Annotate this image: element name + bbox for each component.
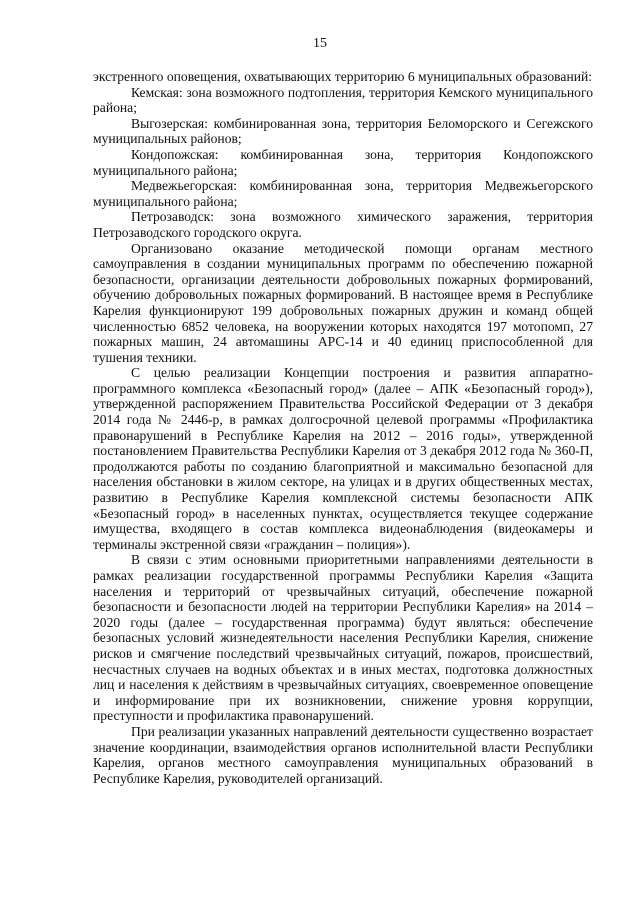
paragraph-safe-city: С целью реализации Концепции построения и развития аппаратно-программного комплекса «Безопасный город» (далее – АПК «Безопасный город»), утвержденной распоряжением Правительства Российской Федерации от 3 декабря 2014 года № 2446-р, в рамках долгосрочной целевой программы «Профилактика правонарушений в Республике Карелия на 2012 – 2016 годы», утвержденной постановлением Правительства Республики Карелия от 3 декабря 2012 года № 360-П, продолжаются работы по созданию благоприятной и максимально безопасной для населения обстановки в жилом секторе, на улицах и в других общественных местах, развитию в Республике Карелия комплексной системы безопасности АПК «Безопасный город» в населенных пунктах, осуществляется текущее содержание имущества, входящего в состав комплекса видеонаблюдения (видеокамеры и терминалы экстренной связи «гражданин – полиция»). — [93, 365, 593, 552]
paragraph-intro-continuation: экстренного оповещения, охватывающих территорию 6 муниципальных образований: — [93, 69, 593, 84]
body-text — [93, 69, 593, 786]
paragraph-medvezhyegorskaya: Медвежьегорская: комбинированная зона, территория Медвежьегорского муниципального района; — [93, 178, 593, 209]
paragraph-priorities: В связи с этим основными приоритетными направлениями деятельности в рамках реализации государственной программы Республики Карелия «Защита населения и территорий от чрезвычайных ситуаций, обеспечение пожарной безопасности и безопасности людей на территории Республики Карелия» на 2014 – 2020 годы (далее – государственная программа) будут являться: обеспечение безопасных условий жизнедеятельности населения Республики Карелия, снижение рисков и смягчение последствий чрезвычайных ситуаций, пожаров, происшествий, несчастных случаев на водных объектах и в иных местах, подготовка должностных лиц и населения к действиям в чрезвычайных ситуациях, своевременное оповещение и информирование при их возникновении, снижение уровня коррупции, преступности и профилактика правонарушений. — [93, 552, 593, 724]
page-number: 15 — [313, 36, 327, 51]
paragraph-petrozavodsk: Петрозаводск: зона возможного химического заражения, территория Петрозаводского городского округа. — [93, 209, 593, 240]
paragraph-vygozerskaya: Выгозерская: комбинированная зона, территория Беломорского и Сегежского муниципальных районов; — [93, 115, 593, 147]
paragraph-methodical-help: Организовано оказание методической помощи органам местного самоуправления в создании муниципальных программ по обеспечению пожарной безопасности, организации деятельности добровольных пожарных формирований, обучению добровольных пожарных формирований. В настоящее время в Республике Карелия функционируют 199 добровольных пожарных дружин и команд общей численностью 6852 человека, на вооружении которых находятся 197 мотопомп, 27 пожарных машин, 24 автомашины АРС-14 и 40 единиц приспособленной для тушения техники. — [93, 240, 593, 365]
paragraph-kemskaya: Кемская: зона возможного подтопления, территория Кемского муниципального района; — [93, 84, 593, 116]
paragraph-kondopozhskaya: Кондопожская: комбинированная зона, территория Кондопожского муниципального района; — [93, 146, 593, 178]
paragraph-coordination: При реализации указанных направлений деятельности существенно возрастает значение координации, взаимодействия органов исполнительной власти Республики Карелия, органов местного самоуправления муниципальных образований в Республике Карелия, руководителей организаций. — [93, 723, 593, 786]
